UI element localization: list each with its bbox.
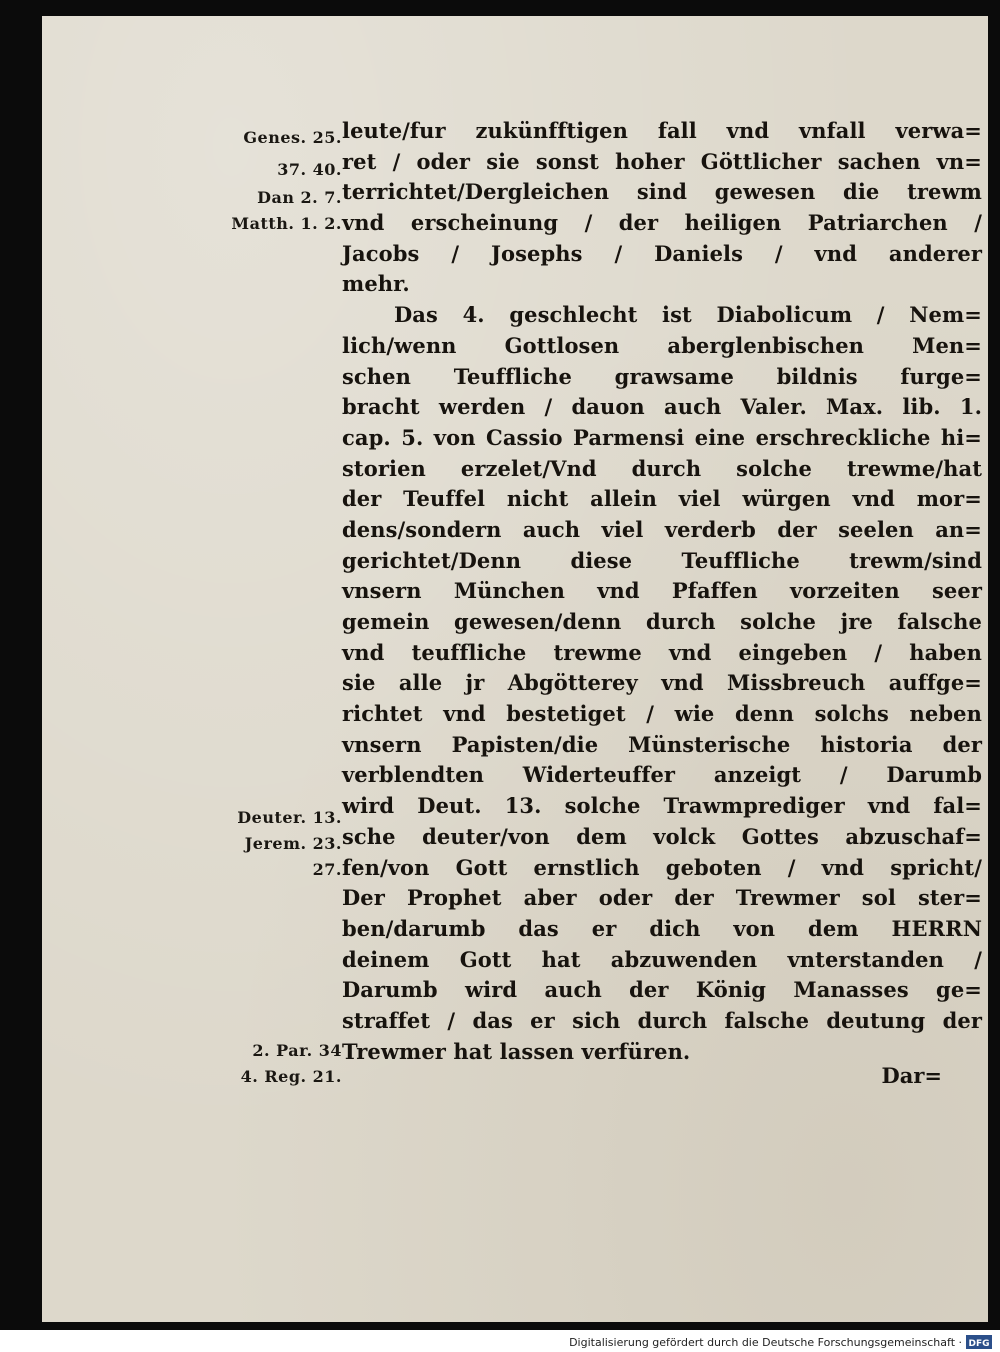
main-text-block bbox=[342, 116, 982, 1067]
text-line: verblendten Widerteuffer anzeigt / Darumb bbox=[342, 762, 982, 788]
text-line: sche deuter/von dem volck Gottes abzuschaf= bbox=[342, 823, 982, 849]
credit-text: Digitalisierung gefördert durch die Deutsche Forschungsgemeinschaft · bbox=[569, 1335, 962, 1349]
margin-note: 37. 40. bbox=[277, 160, 342, 179]
margin-note: 2. Par. 34 bbox=[252, 1041, 342, 1060]
text-line: ret / oder sie sonst hoher Göttlicher sachen vn= bbox=[342, 148, 982, 174]
catchword: Dar= bbox=[881, 1063, 942, 1088]
digitization-credit bbox=[569, 1335, 992, 1349]
text-line: richtet vnd bestetiget / wie denn solchs neben bbox=[342, 701, 982, 727]
text-line: bracht werden / dauon auch Valer. Max. lib. 1. bbox=[342, 394, 982, 420]
text-line: gemein gewesen/denn durch solche jre falsche bbox=[342, 609, 982, 634]
text-line: schen Teuffliche grawsame bildnis furge= bbox=[342, 363, 982, 389]
margin-note: Genes. 25. bbox=[243, 128, 342, 147]
text-line: cap. 5. von Cassio Parmensi eine erschreckliche hi= bbox=[342, 424, 982, 450]
text-line: vnd erscheinung / der heiligen Patriarchen / bbox=[342, 210, 982, 236]
margin-note: Dan 2. 7. bbox=[257, 188, 342, 207]
text-line: der Teuffel nicht allein viel würgen vnd mor= bbox=[342, 486, 982, 512]
text-line: Das 4. geschlecht ist Diabolicum / Nem= bbox=[394, 302, 982, 328]
book-page bbox=[42, 16, 988, 1322]
text-line: dens/sondern auch viel verderb der seelen an= bbox=[342, 516, 982, 542]
text-line: vnsern München vnd Pfaffen vorzeiten seer bbox=[342, 578, 982, 604]
text-line: straffet / das er sich durch falsche deutung der bbox=[342, 1007, 982, 1033]
text-line: storien erzelet/Vnd durch solche trewme/hat bbox=[342, 455, 982, 481]
text-line: fen/von Gott ernstlich geboten / vnd spricht/ bbox=[342, 854, 982, 880]
text-line: vnd teuffliche trewme vnd eingeben / haben bbox=[342, 639, 982, 665]
margin-note: Jerem. 23. bbox=[244, 834, 342, 853]
text-line: wird Deut. 13. solche Trawmprediger vnd fal= bbox=[342, 793, 982, 819]
text-line: leute/fur zukünfftigen fall vnd vnfall verwa= bbox=[342, 118, 982, 143]
text-line: lich/wenn Gottlosen aberglenbischen Men= bbox=[342, 332, 982, 358]
text-line: Jacobs / Josephs / Daniels / vnd anderer bbox=[342, 240, 982, 266]
text-line: vnsern Papisten/die Münsterische historia der bbox=[342, 731, 982, 757]
dfg-logo-icon bbox=[966, 1335, 992, 1349]
text-line: gerichtet/Denn diese Teuffliche trewm/sind bbox=[342, 547, 982, 573]
text-line: Trewmer hat lassen verfüren. bbox=[342, 1038, 691, 1064]
text-line: mehr. bbox=[342, 271, 410, 297]
text-line: Der Prophet aber oder der Trewmer sol ster= bbox=[342, 885, 982, 911]
text-line: Darumb wird auch der König Manasses ge= bbox=[342, 977, 982, 1003]
text-line: sie alle jr Abgötterey vnd Missbreuch auffge= bbox=[342, 670, 982, 696]
margin-note: 4. Reg. 21. bbox=[240, 1067, 342, 1086]
text-line: terrichtet/Dergleichen sind gewesen die trewm bbox=[342, 179, 982, 205]
margin-notes bbox=[152, 128, 342, 1128]
margin-note: Matth. 1. 2. bbox=[231, 214, 342, 233]
text-line: deinem Gott hat abzuwenden vnterstanden / bbox=[342, 946, 982, 972]
margin-note: Deuter. 13. bbox=[237, 808, 342, 827]
dfg-logo-text: DFG bbox=[968, 1339, 990, 1349]
margin-note: 27. bbox=[312, 860, 342, 879]
text-line: ben/darumb das er dich von dem HERRN bbox=[342, 915, 982, 941]
